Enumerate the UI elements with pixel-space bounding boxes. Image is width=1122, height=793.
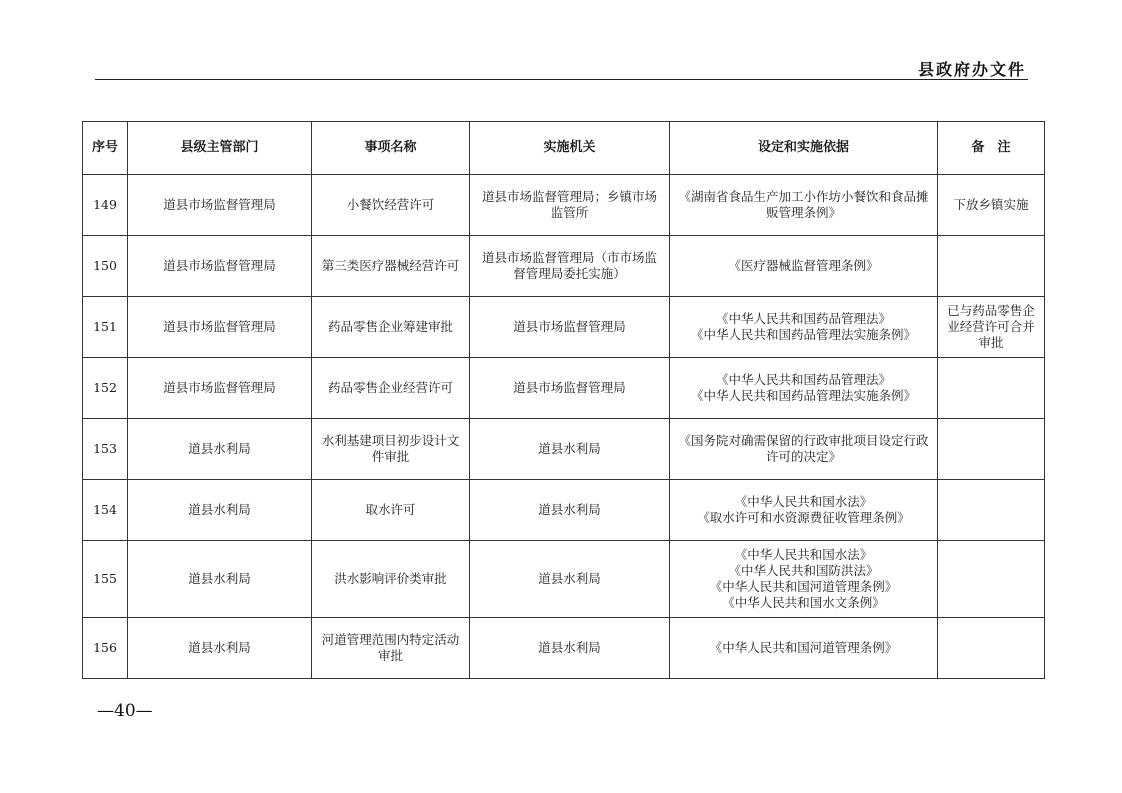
approval-items-table — [82, 121, 1045, 679]
cell-agency: 道县水利局 — [470, 541, 670, 618]
cell-no: 151 — [83, 297, 128, 358]
basis-line: 《中华人民共和国水法》 — [734, 547, 873, 562]
table-row — [83, 618, 1045, 679]
cell-note — [938, 358, 1045, 419]
column-header-dept: 县级主管部门 — [128, 122, 312, 175]
cell-item: 水利基建项目初步设计文件审批 — [312, 419, 470, 480]
cell-dept: 道县水利局 — [128, 480, 312, 541]
table-header-row — [83, 122, 1045, 175]
table-row — [83, 541, 1045, 618]
cell-agency: 道县水利局 — [470, 480, 670, 541]
header-rule — [95, 79, 1028, 80]
column-header-agency: 实施机关 — [470, 122, 670, 175]
basis-line: 《中华人民共和国河道管理条例》 — [709, 579, 898, 594]
cell-item: 第三类医疗器械经营许可 — [312, 236, 470, 297]
cell-basis — [670, 419, 938, 480]
cell-no: 153 — [83, 419, 128, 480]
cell-no: 150 — [83, 236, 128, 297]
table-row — [83, 297, 1045, 358]
cell-dept: 道县市场监督管理局 — [128, 358, 312, 419]
cell-no: 156 — [83, 618, 128, 679]
cell-no: 155 — [83, 541, 128, 618]
cell-basis — [670, 618, 938, 679]
basis-line: 《中华人民共和国药品管理法实施条例》 — [690, 388, 916, 403]
cell-agency: 道县市场监督管理局；乡镇市场监管所 — [470, 175, 670, 236]
column-header-note: 备 注 — [938, 122, 1045, 175]
cell-dept: 道县水利局 — [128, 618, 312, 679]
basis-line: 《国务院对确需保留的行政审批项目设定行政许可的决定》 — [678, 433, 929, 464]
table-body — [83, 175, 1045, 679]
table-row — [83, 236, 1045, 297]
cell-basis — [670, 541, 938, 618]
cell-note: 已与药品零售企业经营许可合并审批 — [938, 297, 1045, 358]
basis-line: 《中华人民共和国药品管理法》 — [715, 372, 891, 387]
cell-agency: 道县市场监督管理局（市市场监督管理局委托实施） — [470, 236, 670, 297]
basis-line: 《医疗器械监督管理条例》 — [728, 258, 879, 273]
column-header-item: 事项名称 — [312, 122, 470, 175]
cell-item: 药品零售企业经营许可 — [312, 358, 470, 419]
basis-line: 《中华人民共和国水文条例》 — [722, 595, 885, 610]
basis-line: 《湖南省食品生产加工小作坊小餐饮和食品摊贩管理条例》 — [678, 189, 929, 220]
cell-agency: 道县市场监督管理局 — [470, 297, 670, 358]
cell-dept: 道县市场监督管理局 — [128, 297, 312, 358]
cell-item: 小餐饮经营许可 — [312, 175, 470, 236]
cell-basis — [670, 297, 938, 358]
table-row — [83, 358, 1045, 419]
document-header-title: 县政府办文件 — [917, 60, 1026, 79]
cell-basis — [670, 358, 938, 419]
cell-basis — [670, 175, 938, 236]
cell-agency: 道县水利局 — [470, 419, 670, 480]
table-row — [83, 419, 1045, 480]
basis-line: 《取水许可和水资源费征收管理条例》 — [697, 510, 910, 525]
cell-no: 154 — [83, 480, 128, 541]
cell-basis — [670, 236, 938, 297]
cell-dept: 道县市场监督管理局 — [128, 236, 312, 297]
cell-basis — [670, 480, 938, 541]
cell-note — [938, 541, 1045, 618]
table-row — [83, 480, 1045, 541]
basis-line: 《中华人民共和国河道管理条例》 — [709, 640, 898, 655]
cell-no: 152 — [83, 358, 128, 419]
cell-note — [938, 236, 1045, 297]
cell-item: 河道管理范围内特定活动审批 — [312, 618, 470, 679]
table-row — [83, 175, 1045, 236]
cell-dept: 道县水利局 — [128, 419, 312, 480]
cell-note — [938, 618, 1045, 679]
cell-item: 药品零售企业筹建审批 — [312, 297, 470, 358]
cell-no: 149 — [83, 175, 128, 236]
cell-item: 洪水影响评价类审批 — [312, 541, 470, 618]
page-number: —40— — [97, 701, 153, 721]
basis-line: 《中华人民共和国防洪法》 — [728, 563, 879, 578]
basis-line: 《中华人民共和国药品管理法实施条例》 — [690, 327, 916, 342]
cell-note — [938, 480, 1045, 541]
basis-line: 《中华人民共和国药品管理法》 — [715, 311, 891, 326]
column-header-basis: 设定和实施依据 — [670, 122, 938, 175]
basis-line: 《中华人民共和国水法》 — [734, 494, 873, 509]
cell-agency: 道县水利局 — [470, 618, 670, 679]
column-header-no: 序号 — [83, 122, 128, 175]
cell-dept: 道县市场监督管理局 — [128, 175, 312, 236]
cell-note: 下放乡镇实施 — [938, 175, 1045, 236]
cell-item: 取水许可 — [312, 480, 470, 541]
cell-agency: 道县市场监督管理局 — [470, 358, 670, 419]
cell-dept: 道县水利局 — [128, 541, 312, 618]
cell-note — [938, 419, 1045, 480]
